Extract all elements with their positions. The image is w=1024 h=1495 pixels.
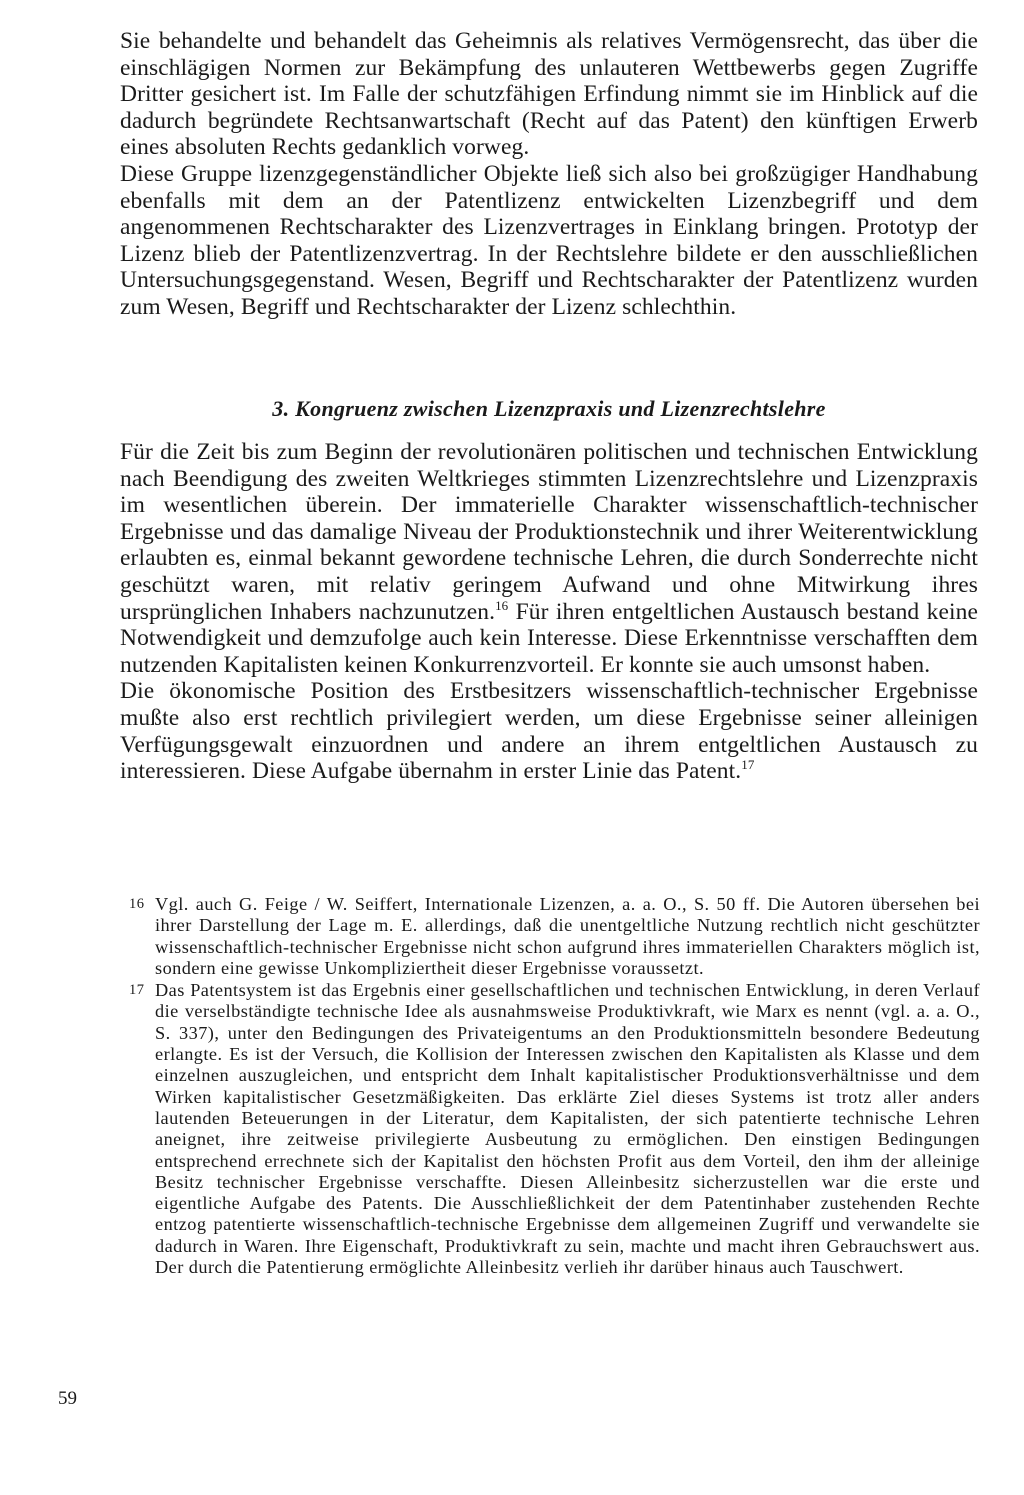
paragraph-text: Für die Zeit bis zum Beginn der revolutionären politischen und technischen Entwicklung nach Beendigung des zweiten Weltkrieges stimmten Lizenzrechtslehre und Lizenzpraxis im wesentlichen überein. Der immaterielle Charakter wissenschaftlich-technischer Ergebnisse und das damalige Niveau der Produktionstechnik und ihrer Weiterentwicklung erlaubten es, einmal bekannt gewordene technische Lehren, die durch Sonderrechte nicht geschützt waren, mit relativ geringem Aufwand und ohne Mitwirkung ihres ursprünglichen Inhabers nachzunutzen. bbox=[120, 439, 978, 625]
paragraph bbox=[120, 439, 978, 678]
footnote-number: 16 bbox=[129, 896, 145, 912]
footnote bbox=[125, 980, 980, 1278]
section-heading: 3. Kongruenz zwischen Lizenzpraxis und Lizenzrechtslehre bbox=[272, 396, 826, 421]
paragraph: Sie behandelte und behandelt das Geheimnis als relatives Vermögensrecht, das über die einschlägigen Normen zur Bekämpfung des unlauteren Wettbewerbs gegen Zugriffe Dritter gesichert ist. Im Falle der schutzfähigen Erfindung nimmt sie im Hinblick auf die dadurch begründete Rechtsanwartschaft (Recht auf das Patent) den künftigen Erwerb eines absoluten Rechts gedanklich vorweg. bbox=[120, 28, 978, 161]
footnote-number: 17 bbox=[129, 982, 145, 999]
footnotes bbox=[125, 894, 980, 1278]
footnote-text: Vgl. auch G. Feige / W. Seiffert, Internationale Lizenzen, a. a. O., S. 50 ff. Die Autoren übersehen bei ihrer Darstellung der Lage m. E. allerdings, daß die unentgeltliche Nutzung rechtlich nicht geschützter wissenschaftlich-technischer Ergebnisse nicht schon aufgrund ihres immateriellen Charakters möglich ist, sondern eine gewisse Unkompliziertheit dieser Ergebnisse voraussetzt. bbox=[155, 894, 980, 978]
footnote-text: Das Patentsystem ist das Ergebnis einer gesellschaftlichen und technischen Entwicklung, in deren Verlauf die verselbständigte technische Idee als ausnahmsweise Produktivkraft, wie Marx es nennt (vgl. a. a. O., S. 337), unter den Bedingungen des Privateigentums an den Produktionsmitteln besondere Bedeutung erlangte. Es ist der Versuch, die Kollision der Interessen zwischen den Kapitalisten als Klasse und dem einzelnen auszugleichen, und entspricht dem Inhalt kapitalistischer Produktionsverhältnisse und dem Wirken kapitalistischer Gesetzmäßigkeiten. Das erklärte Ziel dieses Systems ist trotz aller anders lautenden Beteuerungen in der Literatur, dem Kapitalisten, der sich patentierte technische Lehren aneignet, ihre zeitweise privilegierte Ausbeutung zu ermöglichen. Den einstigen Bedingungen entsprechend errechnete sich der Kapitalist den höchsten Profit aus dem Vorteil, den ihm der alleinige Besitz technischer Ergebnisse verschaffte. Diesen Alleinbesitz sicherzustellen war die erste und eigentliche Aufgabe des Patents. Die Ausschließlichkeit der dem Patentinhaber zustehenden Rechte entzog patentierte wissenschaftlich-technische Ergebnisse dem allgemeinen Zugriff und verwandelte sie dadurch in Waren. Ihre Eigenschaft, Produktivkraft zu sein, machte und macht ihren Gebrauchswert aus. Der durch die Patentierung ermöglichte Alleinbesitz verlieh ihr darüber hinaus auch Tauschwert. bbox=[155, 980, 980, 1278]
footnote bbox=[125, 894, 980, 979]
body-text-section-1 bbox=[120, 28, 978, 321]
body-text-section-2 bbox=[120, 439, 978, 785]
footnote-reference: 17 bbox=[741, 757, 755, 773]
paragraph bbox=[120, 678, 978, 784]
page-number: 59 bbox=[58, 1388, 77, 1409]
paragraph: Diese Gruppe lizenzgegenständlicher Objekte ließ sich also bei großzügiger Handhabung ebenfalls mit dem an der Patentlizenz entwickelten Lizenzbegriff und dem angenommenen Rechtscharakter des Lizenzvertrages in Einklang bringen. Prototyp der Lizenz blieb der Patentlizenzvertrag. In der Rechtslehre bildete er den ausschließlichen Untersuchungsgegenstand. Wesen, Begriff und Rechtscharakter der Patentlizenz wurden zum Wesen, Begriff und Rechtscharakter der Lizenz schlechthin. bbox=[120, 160, 978, 320]
paragraph-text: Für ihren entgeltlichen Austausch bestand keine Notwendigkeit und demzufolge auch kein Interesse. Diese Erkenntnisse verschafften dem nutzenden Kapitalisten keinen Konkurrenzvorteil. Er konnte sie auch umsonst haben. bbox=[120, 598, 978, 678]
paragraph-text: Die ökonomische Position des Erstbesitzers wissenschaftlich-technischer Ergebnisse mußte also erst rechtlich privilegiert werden, um diese Ergebnisse seiner alleinigen Verfügungsgewalt einzuordnen und andere an ihrem entgeltlichen Austausch zu interessieren. Diese Aufgabe übernahm in erster Linie das Patent. bbox=[120, 678, 978, 785]
footnote-reference: 16 bbox=[495, 597, 509, 613]
